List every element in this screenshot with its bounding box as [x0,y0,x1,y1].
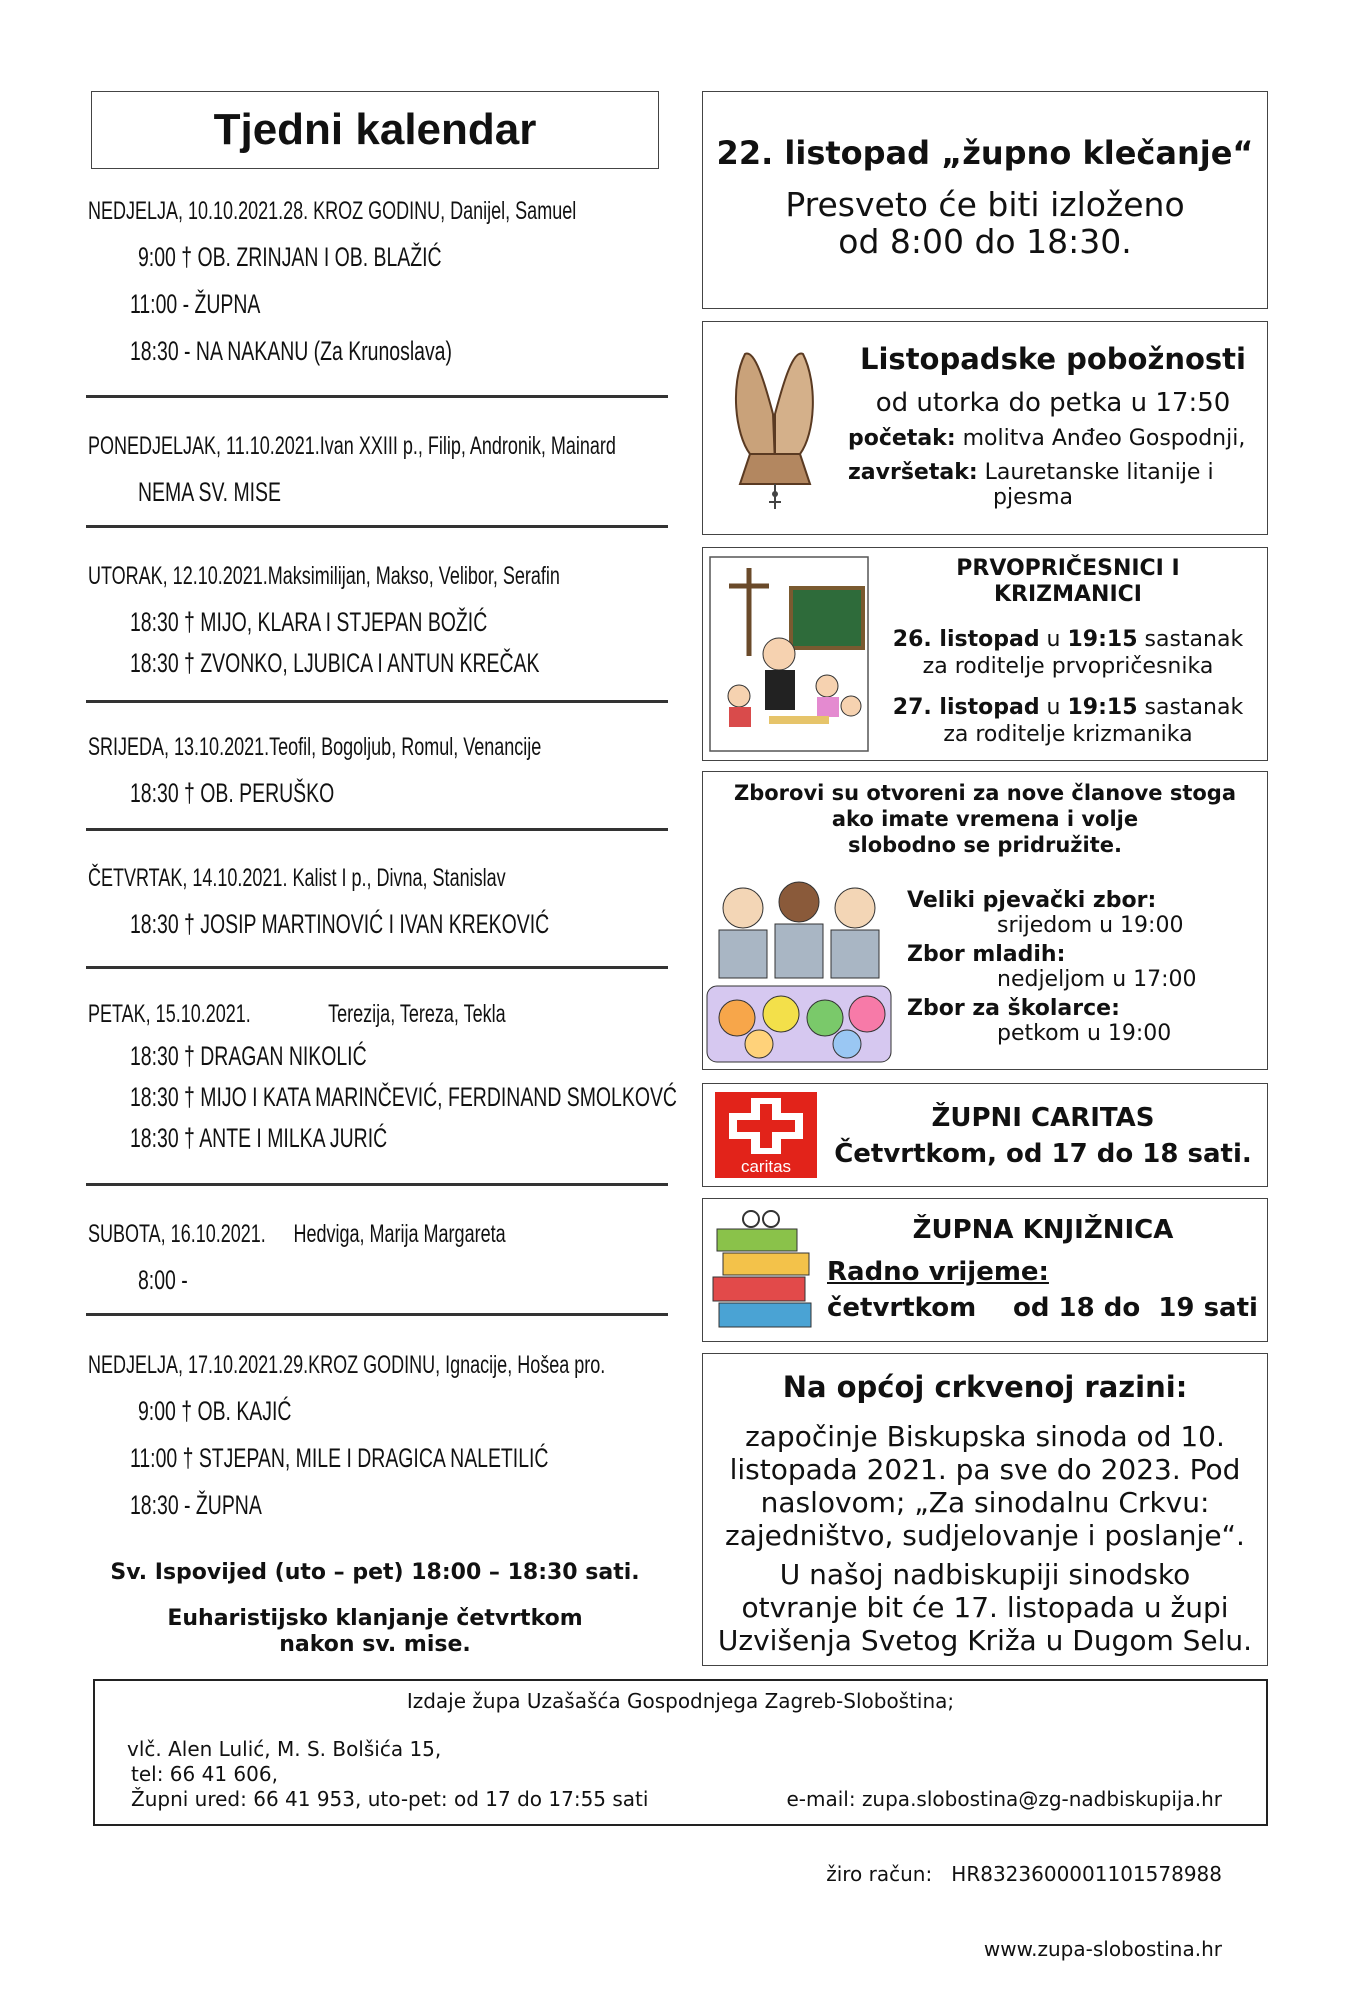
mass-entry: 18:30 † OB. PERUŠKO [130,778,335,808]
kneeling-title: 22. listopad „župno klečanje“ [716,134,1254,172]
footer-priest: vlč. Alen Lulić, M. S. Bolšića 15, [127,1737,442,1761]
choirs-intro-line3: slobodno se pridružite. [848,833,1122,857]
communion-box [702,547,1268,761]
meeting1-mid: u [1039,627,1068,652]
day-divider [86,828,668,831]
calendar-day [88,562,668,679]
meeting2-audience: za roditelje krizmanika [943,722,1193,747]
church-p2-line: U našoj nadbiskupiji sinodsko [779,1558,1191,1591]
day-date: NEDJELJA, 17.10.2021. [88,1351,284,1379]
mass-entry: 11:00 - ŽUPNA [130,289,261,319]
mass-entry: 11:00 † STJEPAN, MILE I DRAGICA NALETILIĆ [130,1443,549,1473]
meeting1-audience: za roditelje prvopričesnika [922,654,1214,679]
day-date: PONEDJELJAK, 11.10.2021. [88,432,320,460]
choirs-intro-line2: ako imate vremena i volje [831,807,1139,831]
choirs-intro-line1: Zborovi su otvoreni za nove članove stoga [733,781,1236,805]
choir1-time: srijedom u 19:00 [997,913,1184,938]
caritas-time: Četvrtkom, od 17 do 18 sati. [834,1139,1252,1169]
devotions-end-text: Lauretanske litanije i [984,460,1214,485]
meeting2-rest: sastanak [1137,695,1244,720]
mass-entry: 18:30 † JOSIP MARTINOVIĆ I IVAN KREKOVIĆ [130,909,550,939]
day-divider [86,700,668,703]
mass-entry: 9:00 † OB. ZRINJAN I OB. BLAŽIĆ [138,242,442,272]
meeting1-date: 26. listopad [892,627,1040,652]
praying-hands-icon [715,344,833,514]
mass-entry: 18:30 † ZVONKO, LJUBICA I ANTUN KREČAK [130,648,540,678]
choir2-time: nedjeljom u 17:00 [997,967,1197,992]
kneeling-line2: od 8:00 do 18:30. [838,222,1132,261]
church-p1-line: listopada 2021. pa sve do 2023. Pod [729,1453,1241,1486]
day-divider [86,1183,668,1186]
day-saints: Maksimilijan, Makso, Velibor, Serafin [267,562,560,590]
classroom-children-icon [709,556,869,752]
choir2-name: Zbor mladih: [907,942,1066,967]
church-news-title: Na općoj crkvenoj razini: [782,1370,1188,1404]
kneeling-line1: Presveto će biti izloženo [785,185,1185,224]
mass-entry: 18:30 † MIJO I KATA MARINČEVIĆ, FERDINAND SMOLKOVĆ [130,1082,677,1112]
day-saints: 28. KROZ GODINU, Danijel, Samuel [283,197,577,225]
caritas-title: ŽUPNI CARITAS [931,1103,1155,1133]
library-hours: od 18 do 19 sati [1013,1293,1258,1323]
day-divider [86,1313,668,1316]
devotions-box [702,321,1268,535]
day-date: PETAK, 15.10.2021. [88,1000,251,1028]
devotions-end-label: završetak: [848,460,978,485]
mass-entry: NEMA SV. MISE [138,477,281,507]
church-p1-line: zajedništvo, sudjelovanje i poslanje“. [725,1519,1245,1552]
meeting2-mid: u [1039,695,1068,720]
calendar-day [88,864,668,940]
mass-entry: 8:00 - [138,1265,188,1295]
day-saints: Hedviga, Marija Margareta [293,1220,506,1248]
communion-title-line2: KRIZMANICI [994,582,1142,607]
meeting2-date: 27. listopad [892,695,1040,720]
confession-notice: Sv. Ispovijed (uto – pet) 18:00 – 18:30 sati. [110,1560,640,1585]
devotions-start-label: početak: [848,426,956,451]
church-p1-line: naslovom; „Za sinodalnu Crkvu: [760,1486,1210,1519]
calendar-title-box [91,91,659,169]
adoration-notice-line1: Euharistijsko klanjanje četvrtkom [167,1606,583,1631]
choir3-name: Zbor za školarce: [907,996,1120,1021]
adoration-notice-line2: nakon sv. mise. [279,1632,471,1657]
choirs-box [702,771,1268,1070]
day-saints: Kalist I p., Divna, Stanislav [292,864,506,892]
mass-entry: 18:30 - ŽUPNA [130,1490,262,1520]
church-p1-line: započinje Biskupska sinoda od 10. [745,1420,1225,1453]
day-divider [86,525,668,528]
day-divider [86,966,668,969]
library-box [702,1198,1268,1342]
footer-account: žiro račun: HR8323600001101578988 [826,1862,1222,1886]
day-date: UTORAK, 12.10.2021. [88,562,268,590]
day-date: ČETVRTAK, 14.10.2021. [88,864,288,892]
books-stack-icon [709,1207,817,1335]
mass-entry: 18:30 - NA NAKANU (Za Krunoslava) [130,336,452,366]
day-date: SRIJEDA, 13.10.2021. [88,733,270,761]
devotions-end-text2: pjesma [993,485,1073,510]
caritas-logo [715,1092,817,1178]
day-saints: Terezija, Tereza, Tekla [328,1000,506,1028]
calendar-day [88,432,668,508]
choir1-name: Veliki pjevački zbor: [907,888,1157,913]
calendar-day [88,1351,668,1521]
calendar-day [88,1000,677,1154]
communion-title-line1: PRVOPRIČESNICI I [956,556,1180,581]
mass-entry: 9:00 † OB. KAJIĆ [138,1396,292,1426]
day-saints: Teofil, Bogoljub, Romul, Venancije [269,733,542,761]
footer-box [93,1679,1268,1961]
kneeling-box [702,91,1268,309]
devotions-start-text: molitva Anđeo Gospodnji, [962,426,1246,451]
day-saints: Ivan XXIII p., Filip, Andronik, Mainard [319,432,616,460]
devotions-title: Listopadske pobožnosti [860,342,1246,376]
library-hours-label: Radno vrijeme: [827,1257,1049,1287]
church-news-box [702,1353,1268,1666]
footer-tel: tel: 66 41 606, [131,1762,278,1786]
choir-singers-icon [707,878,891,1062]
devotions-time: od utorka do petka u 17:50 [875,388,1231,418]
mass-entry: 18:30 † MIJO, KLARA I STJEPAN BOŽIĆ [130,607,488,637]
meeting1-rest: sastanak [1137,627,1244,652]
library-day: četvrtkom [827,1293,977,1323]
calendar-day [88,197,668,367]
caritas-logo-text: caritas [740,1157,792,1176]
day-divider [86,395,668,398]
meeting2-time: 19:15 [1067,695,1138,720]
day-date: SUBOTA, 16.10.2021. [88,1220,266,1248]
church-p2-line: Uzvišenja Svetog Križa u Dugom Selu. [717,1624,1253,1657]
caritas-box [702,1083,1268,1187]
day-date: NEDJELJA, 10.10.2021. [88,197,284,225]
footer-website[interactable]: www.zupa-slobostina.hr [983,1937,1222,1961]
calendar-title: Tjedni kalendar [213,105,537,154]
day-saints: 29.KROZ GODINU, Ignacije, Hošea pro. [283,1351,606,1379]
meeting1-time: 19:15 [1067,627,1138,652]
calendar-day [88,1220,668,1296]
footer-email[interactable]: e-mail: zupa.slobostina@zg-nadbiskupija.hr [786,1787,1222,1811]
footer-publisher: Izdaje župa Uzašašća Gospodnjega Zagreb-Sloboština; [406,1689,955,1713]
library-title: ŽUPNA KNJIŽNICA [912,1215,1174,1245]
footer-office: Župni ured: 66 41 953, uto-pet: od 17 do 17:55 sati [131,1787,649,1811]
mass-entry: 18:30 † DRAGAN NIKOLIĆ [130,1041,367,1071]
mass-entry: 18:30 † ANTE I MILKA JURIĆ [130,1123,388,1153]
church-p2-line: otvranje bit će 17. listopada u župi [741,1591,1229,1624]
choir3-time: petkom u 19:00 [997,1021,1172,1046]
calendar-day [88,733,668,809]
